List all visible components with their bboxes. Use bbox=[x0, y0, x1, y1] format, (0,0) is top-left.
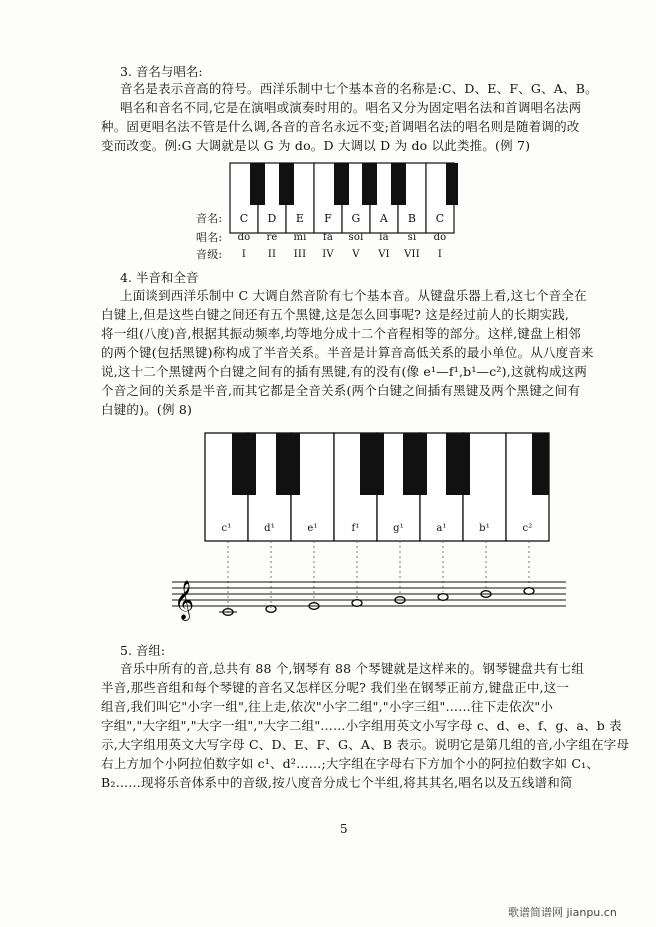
note-name: A bbox=[379, 212, 389, 225]
sing-name: re bbox=[266, 232, 278, 243]
section3-heading: 3. 音名与唱名: bbox=[120, 64, 203, 79]
note-name: C bbox=[435, 212, 445, 225]
degree: I bbox=[437, 249, 443, 260]
section4-line-3: 将一组(八度)音,根据其振动频率,均等地分成十二个音程相等的部分。这样,键盘上相邻 bbox=[101, 326, 581, 341]
degree: III bbox=[293, 249, 307, 260]
note-a1 bbox=[438, 594, 448, 601]
black-key bbox=[446, 163, 458, 205]
key-label: c² bbox=[522, 523, 533, 534]
key-label: a¹ bbox=[436, 523, 447, 534]
note-name: B bbox=[407, 212, 417, 225]
note-c2 bbox=[524, 588, 534, 595]
sing-name: mi bbox=[293, 232, 307, 243]
note-name: F bbox=[324, 212, 332, 225]
black-key bbox=[334, 163, 349, 205]
sing-name: sol bbox=[348, 232, 364, 243]
section4-line-7: 白键的)。(例 8) bbox=[101, 402, 193, 417]
label-degrees: 音级: bbox=[196, 248, 223, 261]
note-name: E bbox=[295, 212, 305, 225]
section4-heading: 4. 半音和全音 bbox=[120, 270, 199, 285]
section5-line-3: 组音,我们叫它"小字一组",往上走,依次"小字二组","小字三组"……往下走依次"小 bbox=[101, 699, 554, 714]
degree: II bbox=[267, 249, 277, 260]
section5-line-4: 字组","大字组","大字一组","大字二组"……小字组用英文小写字母 c、d、e、f、g、a、b 表 bbox=[101, 718, 622, 733]
black-key bbox=[391, 163, 406, 205]
note-name: G bbox=[351, 212, 361, 225]
black-key bbox=[279, 163, 294, 205]
key-label: d¹ bbox=[264, 523, 275, 534]
key-label: e¹ bbox=[307, 523, 318, 534]
section5-heading: 5. 音组: bbox=[120, 643, 166, 658]
section5-line-5: 示,大字组用英文大写字母 C、D、E、F、G、A、B 表示。说明它是第几组的音,小字组在字母 bbox=[101, 737, 630, 752]
sing-name: fa bbox=[322, 232, 334, 243]
black-key bbox=[532, 433, 549, 495]
section4-line-1: 上面谈到西洋乐制中 C 大调自然音阶有七个基本音。从键盘乐器上看,这七个音全在 bbox=[120, 288, 587, 303]
section4-line-6: 个音之间的关系是半音,而其它都是全音关系(两个白键之间插有黑键及两个黑键之间有 bbox=[101, 383, 581, 398]
degree: I bbox=[241, 249, 247, 260]
dotted-guide-lines bbox=[228, 541, 529, 613]
section5-line-2: 半音,那些音组和每个琴键的音名又怎样区分呢? 我们坐在钢琴正前方,键盘正中,这一 bbox=[101, 680, 570, 695]
staff-notes bbox=[219, 588, 534, 616]
black-key bbox=[250, 163, 265, 205]
label-note-names: 音名: bbox=[196, 212, 223, 225]
black-key bbox=[232, 433, 256, 495]
section3-line-4: 变而改变。例:G 大调就是以 G 为 do。D 大调以 D 为 do 以此类推。(例 7) bbox=[101, 138, 531, 153]
degree: IV bbox=[322, 249, 334, 260]
section4-line-4: 的两个键(包括黑键)称构成了半音关系。半音是计算音高低关系的最小单位。从八度音来 bbox=[101, 345, 594, 360]
note-name: C bbox=[239, 212, 249, 225]
treble-clef: 𝄞 bbox=[174, 580, 195, 620]
black-key bbox=[403, 433, 427, 495]
note-f1 bbox=[352, 600, 362, 607]
sing-name: si bbox=[407, 232, 417, 243]
degree: VII bbox=[404, 249, 420, 260]
sing-name: do bbox=[433, 232, 447, 243]
key-label: b¹ bbox=[479, 523, 490, 534]
section4-line-2: 白键上,但是这些白键之间还有五个黑键,这是怎么回事呢? 这是经过前人的长期实践, bbox=[101, 307, 570, 322]
section3-line-1: 音名是表示音高的符号。西洋乐制中七个基本音的名称是:C、D、E、F、G、A、B。 bbox=[120, 81, 598, 96]
degree: VI bbox=[378, 249, 390, 260]
label-sing-names: 唱名: bbox=[196, 231, 223, 244]
black-key bbox=[360, 433, 384, 495]
key-label: c¹ bbox=[221, 523, 232, 534]
section5-line-7: B₂……现将乐音体系中的音级,按八度音分成七个半组,将其其名,唱名以及五线谱和简 bbox=[101, 775, 573, 790]
note-name: D bbox=[267, 212, 277, 225]
black-key bbox=[362, 163, 377, 205]
watermark: 歌谱简谱网 jianpu.cn bbox=[508, 906, 617, 919]
section4-line-5: 说,这十二个黑键两个白键之间有的插有黑键,有的没有(像 e¹—f¹,b¹—c²),这就构成这两 bbox=[101, 364, 588, 379]
section5-line-6: 右上方加个小阿拉伯数字如 c¹、d²……;大字组在字母右下方加个小的阿拉伯数字如 C₁、 bbox=[101, 756, 600, 771]
section5-line-1: 音乐中所有的音,总共有 88 个,钢琴有 88 个琴键就是这样来的。钢琴键盘共有七组 bbox=[120, 661, 585, 676]
black-key bbox=[276, 433, 300, 495]
page-number: 5 bbox=[340, 822, 348, 836]
sing-name: do bbox=[237, 232, 251, 243]
section3-line-3: 种。固更唱名法不管是什么调,各音的音名永远不变;首调唱名法的唱名则是随着调的改 bbox=[101, 119, 580, 134]
key-label: f¹ bbox=[351, 523, 360, 534]
staff-lines bbox=[172, 582, 566, 606]
sing-name: la bbox=[379, 232, 389, 243]
black-key bbox=[446, 433, 470, 495]
section3-line-2: 唱名和音名不同,它是在演唱或演奏时用的。唱名又分为固定唱名法和首调唱名法两 bbox=[120, 100, 582, 115]
degree: V bbox=[352, 249, 360, 260]
key-label: g¹ bbox=[393, 523, 404, 534]
